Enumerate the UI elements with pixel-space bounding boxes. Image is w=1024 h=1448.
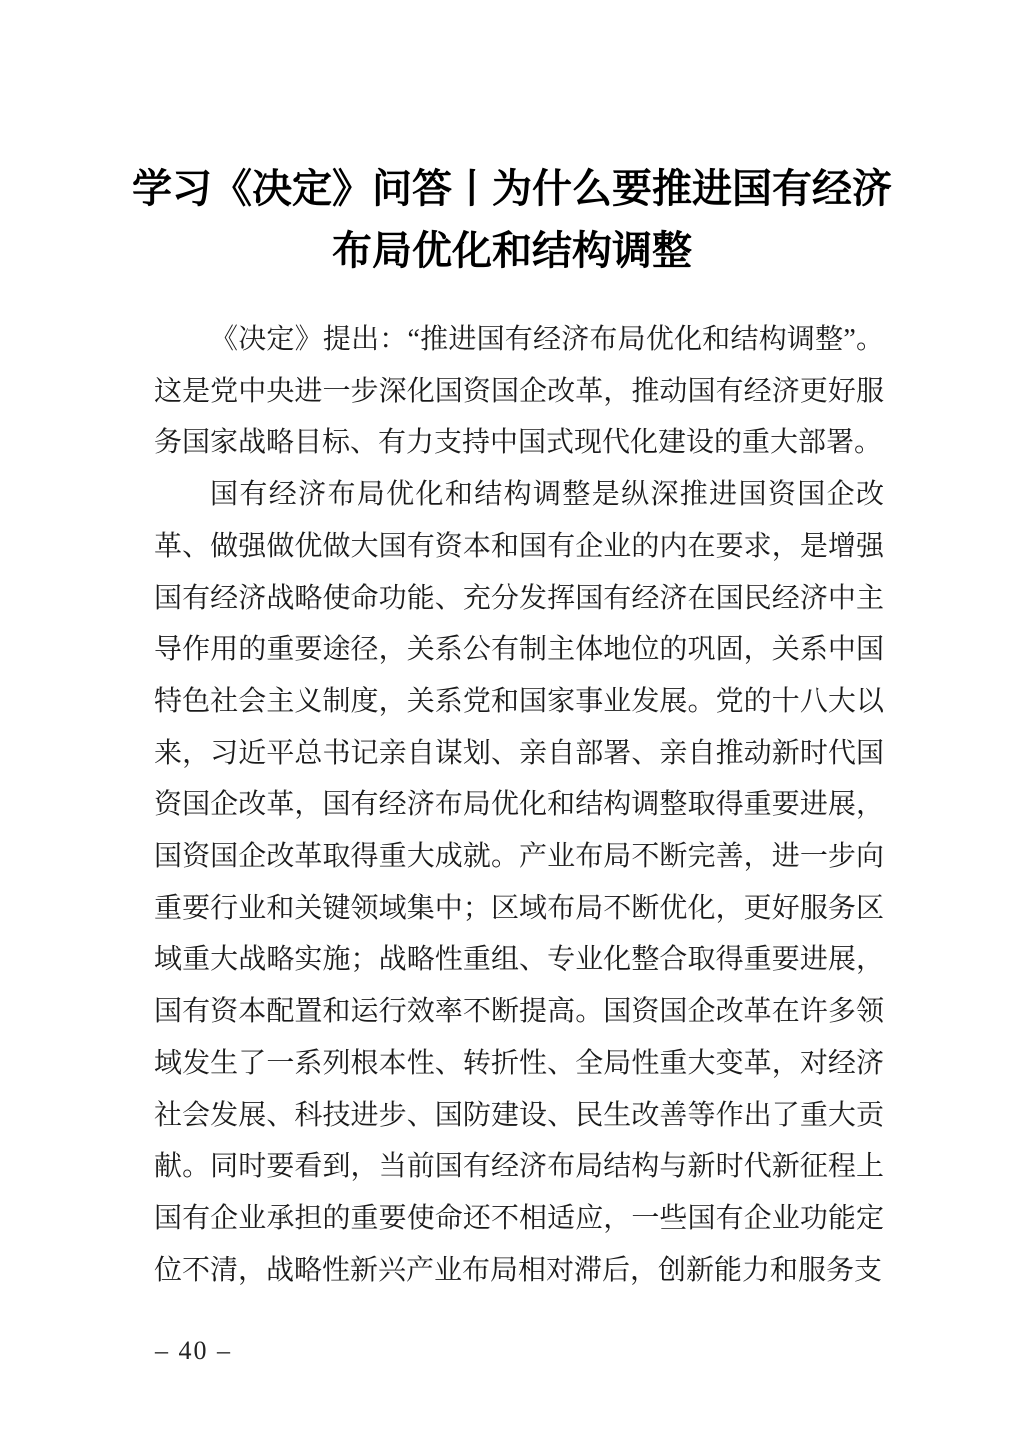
title-line-2: 布局优化和结构调整 (332, 228, 692, 273)
paragraph-1: 《决定》提出：“推进国有经济布局优化和结构调整”。这是党中央进一步深化国资国企改革，推动国有经济更好服务国家战略目标、有力支持中国式现代化建设的重大部署。 (154, 324, 884, 459)
document-body (154, 314, 884, 1296)
title-line-1: 学习《决定》问答丨为什么要推进国有经济 (132, 166, 892, 211)
document-title (0, 0, 1024, 282)
page-number: – 40 – (155, 1336, 232, 1365)
paragraph-2: 国有经济布局优化和结构调整是纵深推进国资国企改革、做强做优做大国有资本和国有企业的内在要求，是增强国有经济战略使命功能、充分发挥国有经济在国民经济中主导作用的重要途径，关系公有制主体地位的巩固，关系中国特色社会主义制度，关系党和国家事业发展。党的十八大以来，习近平总书记亲自谋划、亲自部署、亲自推动新时代国资国企改革，国有经济布局优化和结构调整取得重要进展，国资国企改革取得重大成就。产业布局不断完善，进一步向重要行业和关键领域集中；区域布局不断优化，更好服务区域重大战略实施；战略性重组、专业化整合取得重要进展，国有资本配置和运行效率不断提高。国资国企改革在许多领域发生了一系列根本性、转折性、全局性重大变革，对经济社会发展、科技进步、国防建设、民生改善等作出了重大贡献。同时要看到，当前国有经济布局结构与新时代新征程上国有企业承担的重要使命还不相适应，一些国有企业功能定位不清，战略性新兴产业布局相对滞后，创新能力和服务支 (154, 479, 884, 1286)
